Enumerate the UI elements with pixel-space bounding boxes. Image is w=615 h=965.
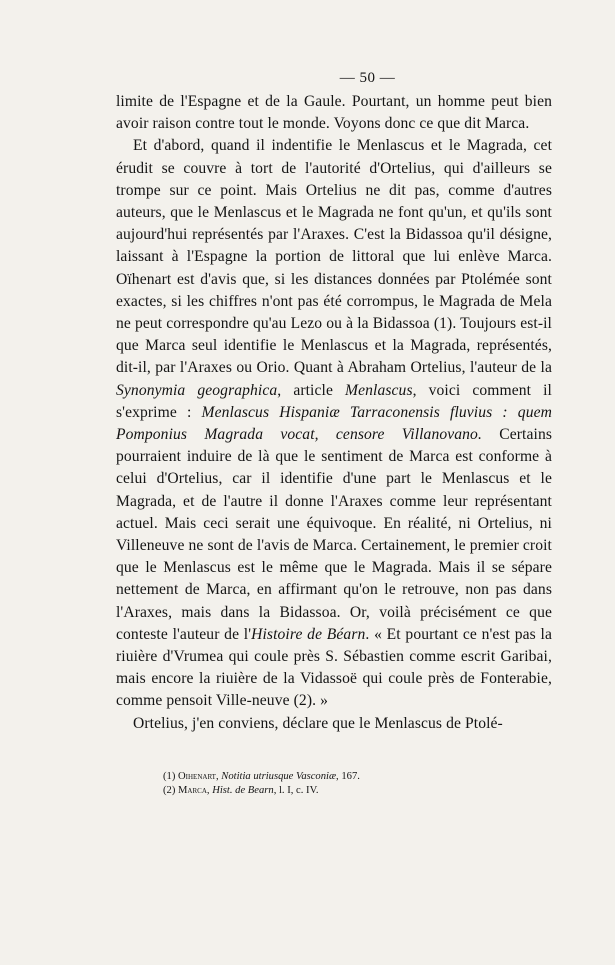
page-number <box>0 70 615 87</box>
footnote-work-title: Notitia utriusque Vasconiæ <box>221 771 337 782</box>
paragraph-2 <box>116 135 552 712</box>
paragraph-1 <box>116 91 552 135</box>
footnote-2 <box>163 784 563 798</box>
text-run: , 167. <box>336 771 360 782</box>
text-run: . « Et pourtant ce n'est pas la riuière d'Vrumea qui coule près S. Sébastien comme escrit Garibai, mais encore la riuière de la Vidassoë qui coule près de Fonterabie, comme pensoit Ville-neuve (2). » <box>116 625 552 710</box>
footnote-author: Marca <box>178 785 207 796</box>
footnote-1 <box>163 770 563 784</box>
paragraph-3 <box>116 713 552 735</box>
footnotes <box>163 770 563 798</box>
text-run: Certains pourraient induire de là que le sentiment de Marca est conforme à celui d'Ortelius, car il identifie d'une part le Menlascus et le Magrada, et de l'autre il donne l'Araxes comme leur représentant actuel. Mais ceci serait une équivoque. En réalité, ni Ortelius, ni Villeneuve ne sont de l'avis de Marca. Certainement, le premier croit que le Menlascus est le même que le Magrada. Mais il se sépare nettement de Marca, en affirmant qu'on le retrouve, non pas dans l'Araxes, mais dans la Bidassoa. Or, voilà précisément ce que conteste l'auteur de l' <box>116 426 553 643</box>
footnote-marker: (2) <box>163 785 179 796</box>
body-text <box>116 91 552 735</box>
book-title-histoire-de-bearn: Histoire de Béarn <box>251 625 366 643</box>
text-run: limite de l'Espagne et de la Gaule. Pourtant, un homme peut bien avoir raison contre tout le monde. Voyons donc ce que dit Marca. <box>116 93 552 133</box>
footnote-marker: (1) <box>163 771 179 782</box>
text-run: Et d'abord, quand il indentifie le Menlascus et le Magrada, cet érudit se couvre à tort de l'autorité d'Ortelius, qui d'ailleurs se trompe sur ce point. Mais Ortelius ne dit pas, comme d'autres auteurs, que le Menlascus et le Magrada ne font qu'un, et qu'ils sont aujourd'hui représentés par l'Araxes. C'est la Bidassoa qu'il désigne, laissant à l'Espagne la portion de littoral que lui enlève Marca. Oïhenart est d'avis que, si les distances données par Ptolémée sont exactes, si les chiffres n'ont pas été corrompus, le Magrada de Mela ne peut correspondre qu'au Lezo ou à la Bidassoa (1). Toujours est-il que Marca seul identifie le Menlascus et la Magrada, représentés, dit-il, par l'Araxes ou Orio. Quant à Abraham Ortelius, l'auteur de la <box>116 137 552 377</box>
article-title-menlascus: Menlascus <box>345 381 413 399</box>
page-number-text: — 50 — <box>339 70 396 86</box>
text-run: , <box>215 771 222 782</box>
text-run: , l. I, c. IV. <box>273 785 319 796</box>
text-run: , voici comment il s'exprime : <box>116 381 552 421</box>
footnote-work-title: Hist. de Bearn <box>212 785 274 796</box>
latin-quotation: Menlascus Hispaniæ Tarraconensis fluvius : quem Pomponius Magrada vocat, censore Villanovano. <box>116 403 552 444</box>
text-run: , article <box>277 381 346 399</box>
text-run: Ortelius, j'en conviens, déclare que le Menlascus de Ptolé- <box>133 714 503 732</box>
text-run: , <box>206 785 213 796</box>
footnote-author: Oihenart <box>178 771 216 782</box>
book-title-synonymia: Synonymia geographica <box>116 381 278 399</box>
